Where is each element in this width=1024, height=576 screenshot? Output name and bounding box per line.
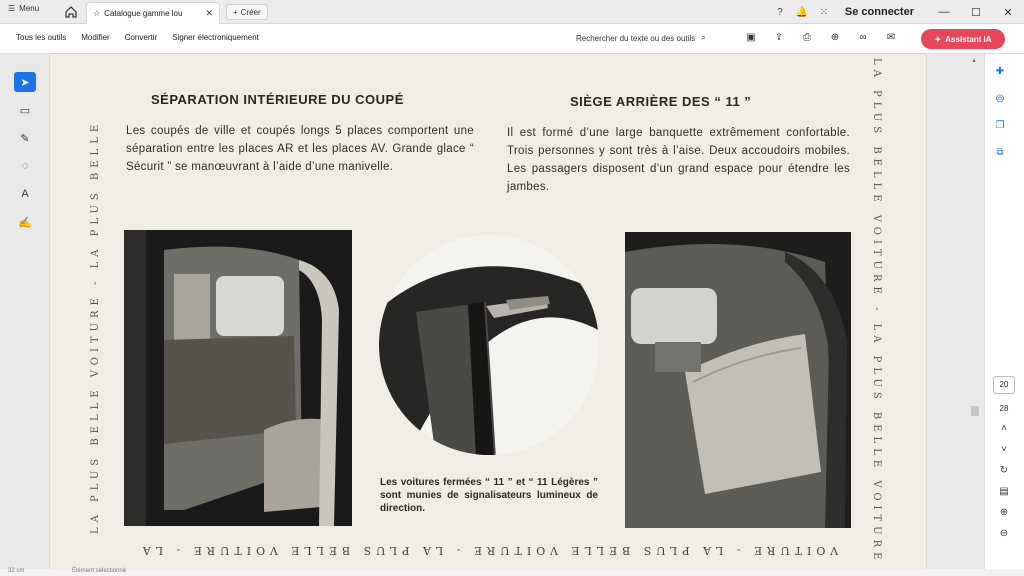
hamburger-icon: ☰ <box>8 4 16 13</box>
zoom-out-icon[interactable]: ⊖ <box>999 528 1009 539</box>
signature-icon[interactable]: ✍ <box>18 216 32 229</box>
close-window-icon[interactable]: ✕ <box>1003 6 1013 19</box>
mail-icon[interactable]: ✉ <box>886 32 896 43</box>
page-navigation <box>991 376 1017 539</box>
comment-icon[interactable]: ▭ <box>19 104 31 117</box>
upload-cloud-icon[interactable]: ⇪ <box>774 32 784 43</box>
home-icon[interactable] <box>64 5 78 19</box>
help-icon[interactable]: ? <box>777 6 783 18</box>
chevron-down-icon[interactable]: ˅ <box>1001 444 1007 455</box>
photo-caption: Les voitures fermées “ 11 ” et “ 11 Légères ” sont munies de signalisateurs lumineux de direction. <box>380 477 598 514</box>
menu-convert[interactable]: Convertir <box>124 33 158 42</box>
status-bar <box>0 569 1024 576</box>
menu-all-tools[interactable]: Tous les outils <box>16 33 67 42</box>
maximize-icon[interactable]: ☐ <box>971 6 981 19</box>
new-tab-label: Créer <box>240 7 261 17</box>
side-text-right: LA PLUS BELLE VOITURE - LA PLUS BELLE VOITURE <box>871 58 882 565</box>
pages-icon[interactable]: ⧉ <box>996 147 1004 158</box>
plus-icon: + <box>233 7 238 17</box>
title-bar-controls <box>769 0 1024 24</box>
right-rail <box>984 54 1024 576</box>
current-page-input[interactable]: 20 <box>993 376 1015 394</box>
scroll-thumb[interactable] <box>971 406 979 416</box>
app-toolbar <box>0 24 1024 54</box>
coupe-interior-photo <box>124 230 352 526</box>
ai-assistant-button[interactable] <box>921 29 1005 49</box>
menu-edit[interactable]: Modifier <box>81 33 110 42</box>
rear-seat-photo <box>625 232 851 528</box>
rail-tools <box>993 66 1007 161</box>
search-doc-icon[interactable]: ⊕ <box>830 32 840 43</box>
menu-label: Menu <box>19 4 40 13</box>
apps-grid-icon[interactable]: ⁙ <box>819 6 829 18</box>
tool-search[interactable] <box>576 33 706 43</box>
link-icon[interactable]: ∞ <box>859 32 867 43</box>
select-cursor-icon[interactable]: ➤ <box>14 72 36 92</box>
bell-icon[interactable]: 🔔 <box>795 6 809 18</box>
minimize-icon[interactable]: — <box>938 6 950 18</box>
browser-tab-bar <box>0 0 1024 24</box>
status-selection: Élément sélectionné <box>72 568 127 574</box>
left-paragraph: Les coupés de ville et coupés longs 5 places comportent une séparation entre les places AR et les places AV. Grande glace “ Sécurit ” se manœuvrant à l’aide d’une manivelle. <box>126 125 474 173</box>
zoom-in-icon[interactable]: ⊕ <box>999 507 1009 518</box>
print-icon[interactable]: ⎙ <box>803 32 811 43</box>
scroll-up-icon[interactable]: ▲ <box>971 58 977 64</box>
new-tab-button[interactable] <box>226 4 268 20</box>
close-tab-icon[interactable]: ✕ <box>205 8 213 18</box>
toolbar-icons <box>744 31 898 45</box>
text-box-icon[interactable]: A <box>21 188 29 200</box>
refresh-icon[interactable]: ↻ <box>999 465 1009 476</box>
star-icon[interactable]: ☆ <box>93 9 101 18</box>
document-page <box>50 54 926 570</box>
search-label: Rechercher du texte ou des outils <box>576 33 696 43</box>
chevron-up-icon[interactable]: ˄ <box>1001 423 1007 434</box>
tab-title: Catalogue gamme lou <box>104 9 183 18</box>
bookmark-icon[interactable]: ❒ <box>995 120 1005 131</box>
pen-icon[interactable]: ✎ <box>20 132 30 145</box>
comments-icon[interactable]: ◎ <box>995 93 1005 104</box>
file-icon[interactable]: ▤ <box>999 486 1009 497</box>
turn-signal-photo <box>376 232 602 458</box>
side-text-left: LA PLUS BELLE VOITURE - LA PLUS BELLE <box>90 119 101 534</box>
lasso-icon[interactable]: ◌ <box>21 160 29 172</box>
sign-in-button[interactable]: Se connecter <box>844 6 914 18</box>
document-tab[interactable] <box>86 2 220 24</box>
menu-button[interactable] <box>8 4 39 13</box>
left-toolbar <box>14 72 38 232</box>
right-heading: SIÈGE ARRIÈRE DES “ 11 ” <box>570 94 752 109</box>
ai-assistant-label: Assistant IA <box>945 34 992 44</box>
left-heading: SÉPARATION INTÉRIEURE DU COUPÉ <box>151 92 404 107</box>
bottom-text: VOITURE - LA PLUS BELLE VOITURE - LA PLUS BELLE VOITURE - LA <box>137 544 839 557</box>
save-icon[interactable]: ▣ <box>746 32 756 43</box>
right-paragraph: Il est formé d’une large banquette extrêmement confortable. Trois personnes y sont très à l’aise. Deux accoudoirs mobiles. Les passagers disposent d’un grand espace pour étendre les jambes. <box>507 127 850 193</box>
status-size: 32 cm <box>8 568 25 574</box>
vertical-scrollbar[interactable] <box>968 54 982 570</box>
ai-summary-icon[interactable]: ✚ <box>995 66 1005 77</box>
total-pages: 28 <box>999 404 1009 413</box>
toolbar-menus <box>16 33 259 42</box>
ai-sparkle-icon: ✦ <box>934 34 942 44</box>
menu-e-sign[interactable]: Signer électroniquement <box>172 33 259 42</box>
search-icon: ⌕ <box>701 33 706 42</box>
